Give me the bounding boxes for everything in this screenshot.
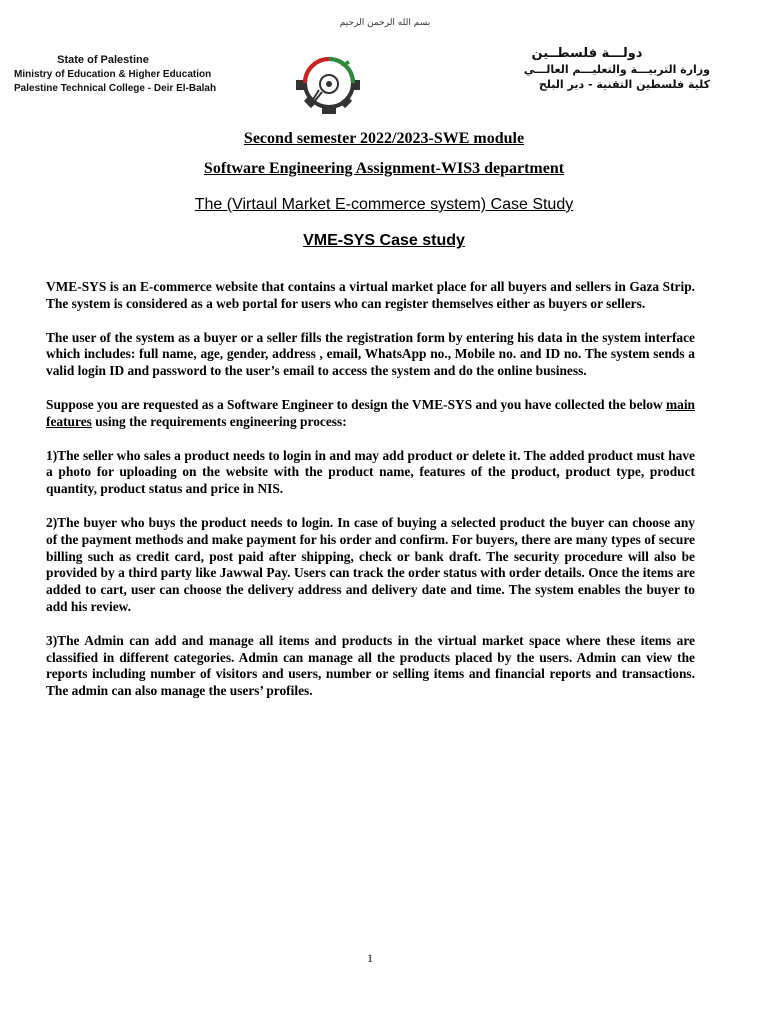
requirements-text-start: Suppose you are requested as a Software Engineer to design the VME-SYS and you have collected the below (46, 396, 666, 412)
assignment-title: Software Engineering Assignment-WIS3 department (203, 160, 565, 177)
requirements-paragraph (46, 397, 695, 431)
main-features-underlined: main features (46, 396, 695, 429)
document-body (46, 279, 695, 717)
vme-sys-heading: VME-SYS Case study (303, 232, 465, 249)
seller-feature-paragraph: 1)The seller who sales a product needs to login in and may add product or delete it. The added product must have a photo for uploading on the website with the product name, features of the product, product type, product quantity, product status and price in NIS. (46, 447, 695, 497)
basmala-calligraphy: بسم الله الرحمن الرحيم (339, 18, 431, 28)
registration-paragraph: The user of the system as a buyer or a seller fills the registration form by entering his data in the system interface which includes: full name, age, gender, address , email, WhatsApp no., Mobile no. and ID no. The system sends a valid login ID and password to the user’s email to access the system and do the online business. (46, 329, 695, 379)
case-study-title: The (Virtaul Market E-commerce system) Case Study (194, 196, 574, 213)
requirements-text-end: using the requirements engineering process: (91, 413, 347, 429)
ministry-name-arabic: وزارة التربيـــة والتعليـــم العالـــي (523, 63, 710, 76)
letterhead (0, 40, 768, 114)
admin-feature-paragraph: 3)The Admin can add and manage all items and products in the virtual market space where these items are classified in different categories. Admin can manage all the products placed by the users. Admin can view the reports including number of visitors and users, number or selling items and financial reports and transactions. The admin can also manage the users’ profiles. (46, 632, 695, 699)
intro-paragraph: VME-SYS is an E-commerce website that contains a virtual market place for all buyers and sellers in Gaza Strip. The system is considered as a web portal for users who can register themselves either as buyers or sellers. (46, 279, 695, 311)
document-titles (0, 128, 768, 252)
letterhead-arabic (460, 46, 710, 91)
state-name: State of Palestine (57, 54, 149, 66)
state-name-arabic: دولـــة فلسطــين (531, 46, 643, 61)
ministry-name: Ministry of Education & Higher Education (14, 69, 212, 80)
college-name: Palestine Technical College - Deir El-Balah (14, 83, 217, 94)
semester-title: Second semester 2022/2023-SWE module (243, 130, 525, 147)
letterhead-english (14, 54, 224, 94)
buyer-feature-paragraph: 2)The buyer who buys the product needs to login. In case of buying a selected product the buyer can choose any of the payment methods and make payment for his order and confirm. For buyers, there are many types of secure billing such as credit card, post paid after shipping, check or bank draft. The security procedure will also be provided by a third party like Jawwal Pay. Users can track the order status with order details. Once the items are added to cart, user can choose the delivery address and delivery date and time. The system enables the buyer to add his review. (46, 514, 695, 614)
college-logo-icon (292, 46, 364, 116)
college-name-arabic: كلية فلسطين التقنية - دير البلح (538, 78, 710, 91)
page-number: 1 (367, 951, 373, 965)
